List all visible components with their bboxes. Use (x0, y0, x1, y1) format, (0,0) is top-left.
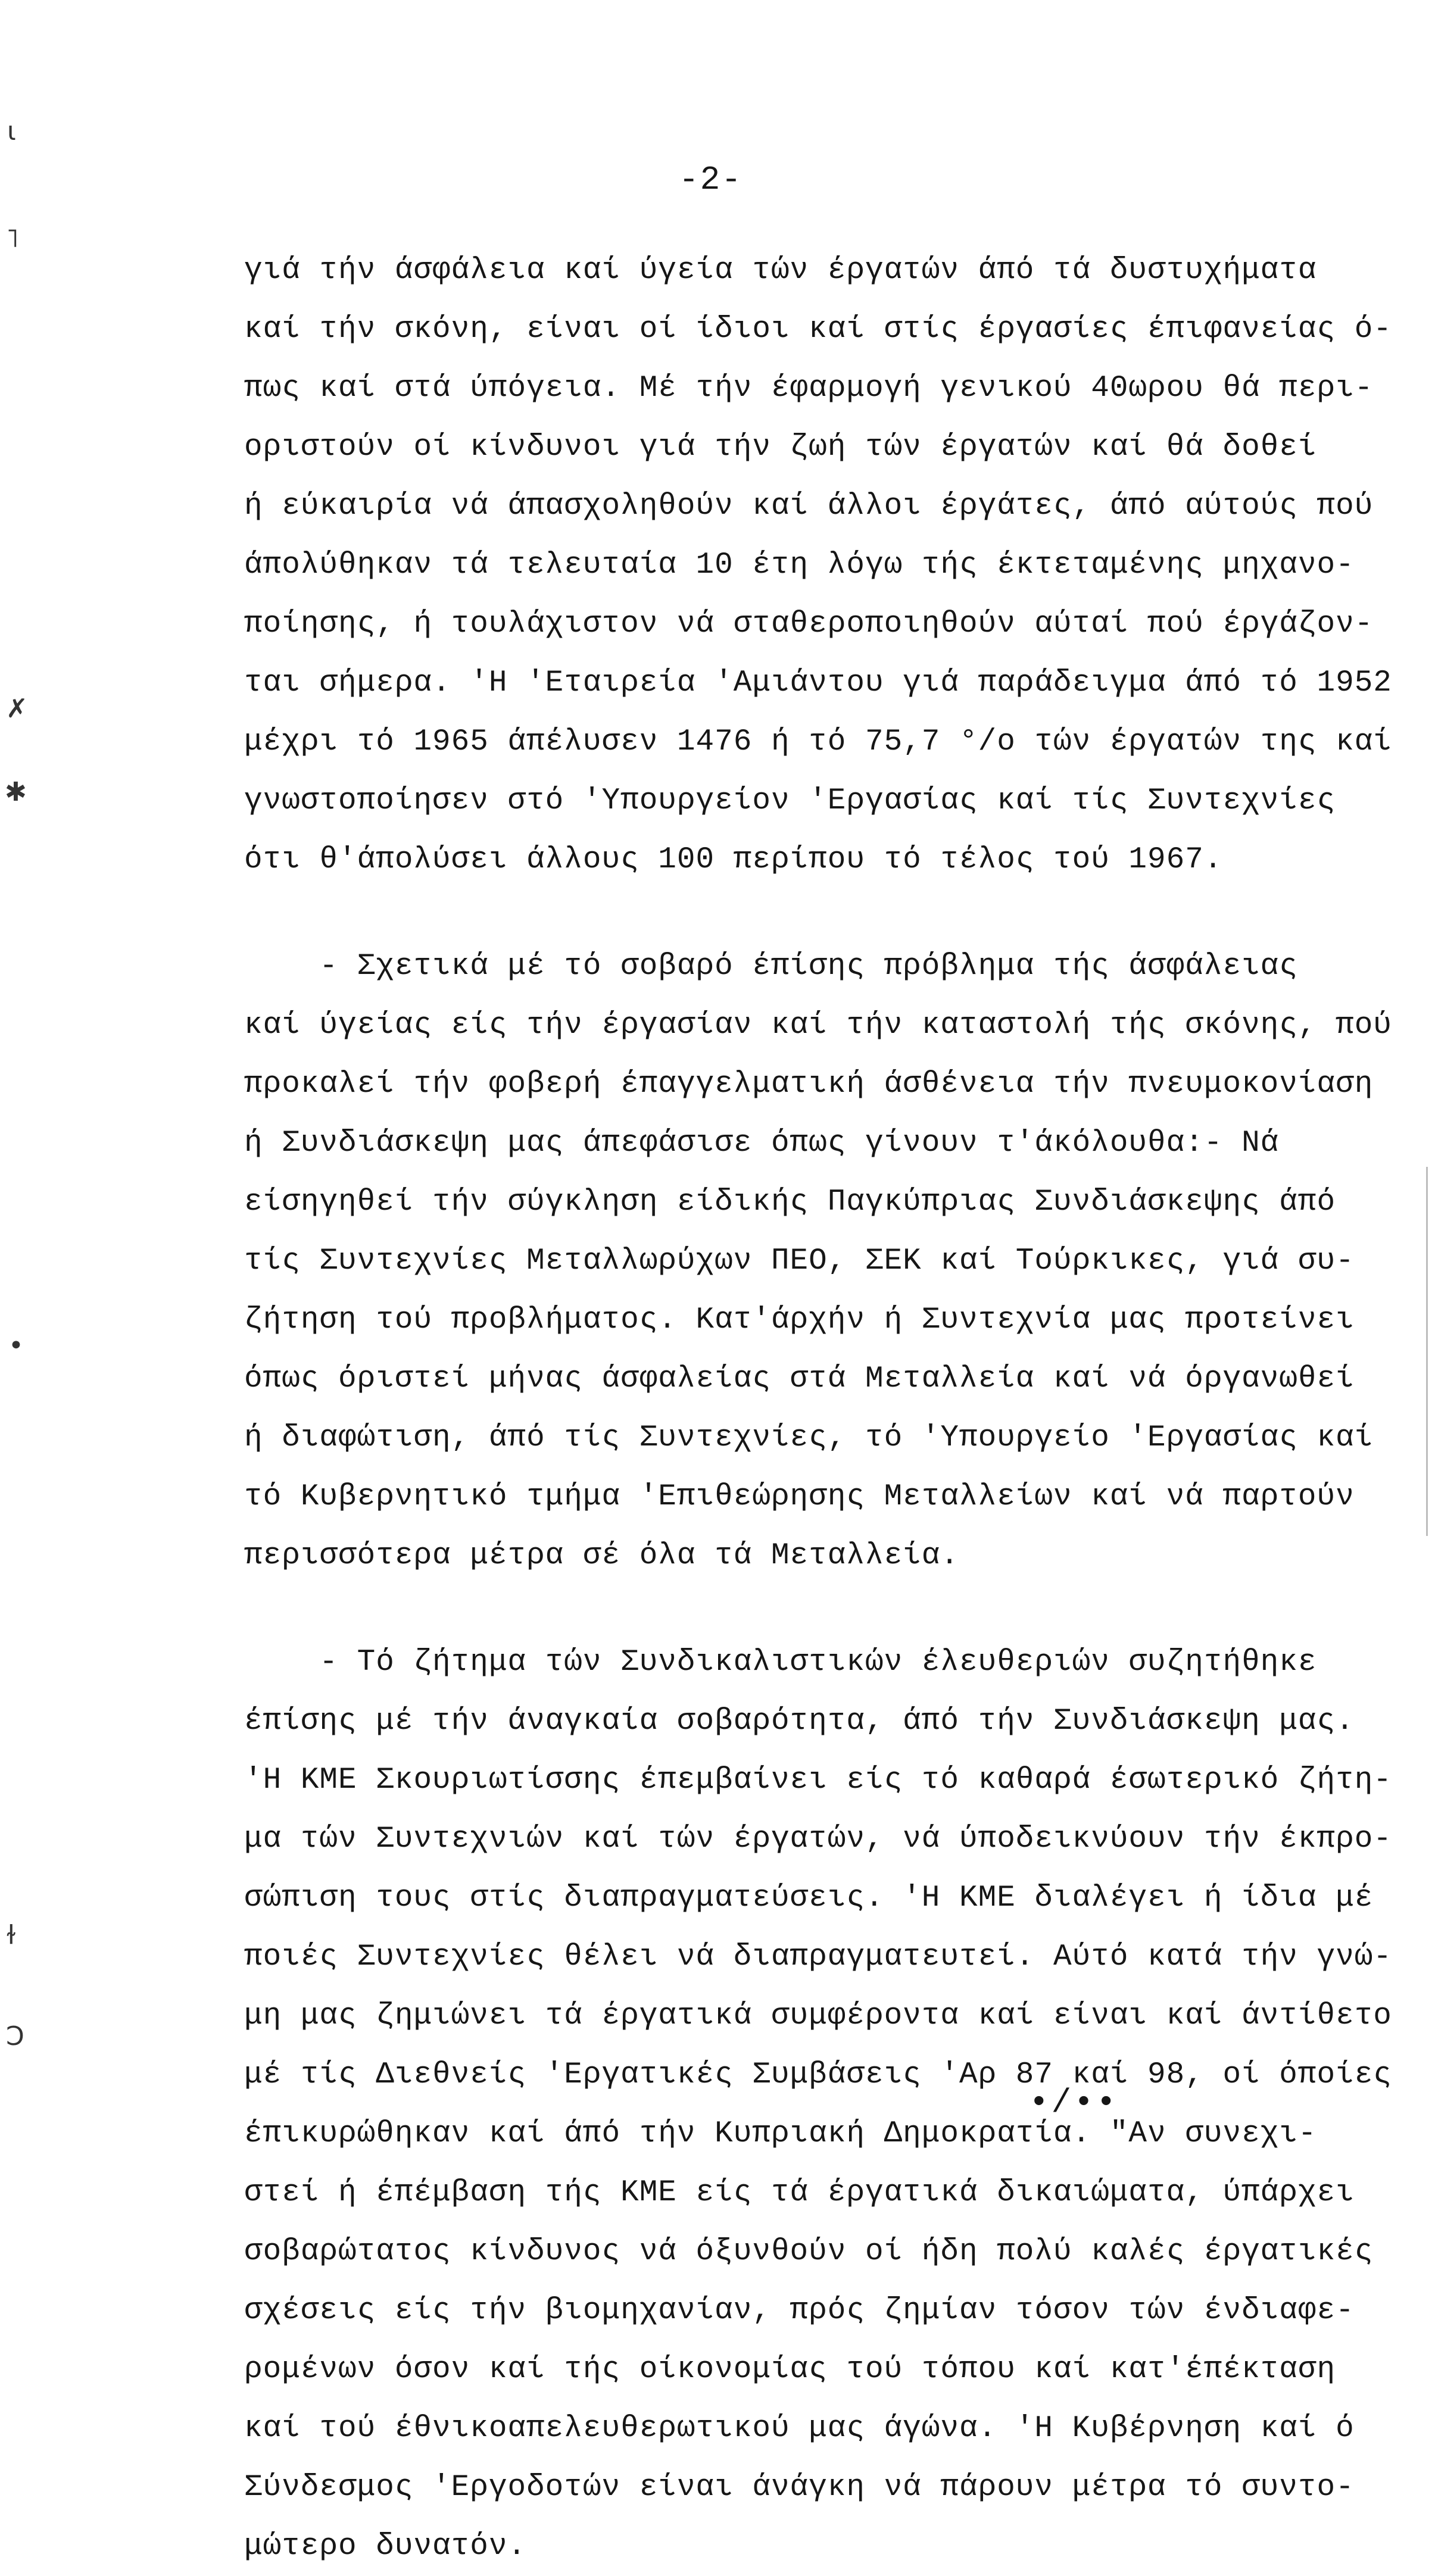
text-line: ή εύκαιρία νά άπασχοληθούν καί άλλοι έργάτες, άπό αύτούς πού (244, 489, 1374, 523)
text-line: έπίσης μέ τήν άναγκαία σοβαρότητα, άπό τήν Συνδιάσκεψη μας. (244, 1704, 1355, 1738)
text-line: - Τό ζήτημα τών Συνδικαλιστικών έλευθεριών συζητήθηκε (244, 1645, 1317, 1679)
text-line: ή Συνδιάσκεψη μας άπεφάσισε όπως γίνουν τ'άκόλουθα:- Νά (244, 1126, 1280, 1160)
text-line: προκαλεί τήν φοβερή έπαγγελματική άσθένεια τήν πνευμοκονίαση (244, 1067, 1374, 1101)
paragraph-1 (244, 241, 1392, 889)
text-line: περισσότερα μέτρα σέ όλα τά Μεταλλεία. (244, 1539, 959, 1573)
text-line: στεί ή έπέμβαση τής ΚΜΕ είς τά έργατικά δικαιώματα, ύπάρχει (244, 2176, 1355, 2210)
text-line: ζήτηση τού προβλήματος. Κατ'άρχήν ή Συντεχνία μας προτείνει (244, 1303, 1355, 1337)
paragraph-3 (244, 1633, 1392, 2576)
scan-speck-icon: ɫ (6, 1920, 17, 1950)
scan-speck-icon: Ͻ (6, 2021, 24, 2052)
text-line: μέ τίς Διεθνείς 'Εργατικές Συμβάσεις 'Αρ 87 καί 98, οί όποίες (244, 2058, 1392, 2092)
page-number: -2- (679, 161, 743, 199)
text-line: ρομένων όσον καί τής οίκονομίας τού τόπου καί κατ'έπέκταση (244, 2353, 1336, 2387)
text-line: ότι θ'άπολύσει άλλους 100 περίπου τό τέλος τού 1967. (244, 843, 1223, 877)
text-line: πως καί στά ύπόγεια. Μέ τήν έφαρμογή γενικού 40ωρου θά περι- (244, 371, 1374, 405)
text-line: μέχρι τό 1965 άπέλυσεν 1476 ή τό 75,7 °/ο τών έργατών της καί (244, 725, 1392, 759)
text-line: μα τών Συντεχνιών καί τών έργατών, νά ύποδεικνύουν τήν έκπρο- (244, 1822, 1392, 1856)
text-line: καί ύγείας είς τήν έργασίαν καί τήν καταστολή τής σκόνης, πού (244, 1008, 1392, 1042)
text-line: είσηγηθεί τήν σύγκληση είδικής Παγκύπριας Συνδιάσκεψης άπό (244, 1185, 1336, 1219)
text-line: ποιές Συντεχνίες θέλει νά διαπραγματευτεί. Αύτό κατά τήν γνώ- (244, 1940, 1392, 1974)
text-line: μη μας ζημιώνει τά έργατικά συμφέροντα καί είναι καί άντίθετο (244, 1999, 1392, 2033)
text-line: - Σχετικά μέ τό σοβαρό έπίσης πρόβλημα τής άσφάλειας (244, 950, 1298, 983)
text-line: οριστούν οί κίνδυνοι γιά τήν ζωή τών έργατών καί θά δοθεί (244, 430, 1317, 464)
text-line: γνωστοποίησεν στό 'Υπουργείον 'Εργασίας καί τίς Συντεχνίες (244, 784, 1336, 818)
text-line: Σύνδεσμος 'Εργοδοτών είναι άνάγκη νά πάρουν μέτρα τό συντο- (244, 2471, 1355, 2505)
text-line: όπως όριστεί μήνας άσφαλείας στά Μεταλλεία καί νά όργανωθεί (244, 1362, 1355, 1396)
scan-speck-icon: ɩ (7, 116, 16, 146)
text-line: τίς Συντεχνίες Μεταλλωρύχων ΠΕΟ, ΣΕΚ καί Τούρκικες, γιά συ- (244, 1244, 1355, 1278)
scan-edge-line (1426, 1167, 1428, 1536)
scan-speck-icon: ✱ (5, 777, 27, 807)
text-line: τό Κυβερνητικό τμήμα 'Επιθεώρησης Μεταλλείων καί νά παρτούν (244, 1480, 1355, 1514)
text-line: σώπιση τους στίς διαπραγματεύσεις. 'Η ΚΜΕ διαλέγει ή ίδια μέ (244, 1881, 1374, 1915)
text-line: ται σήμερα. 'Η 'Εταιρεία 'Αμιάντου γιά παράδειγμα άπό τό 1952 (244, 666, 1392, 700)
text-line: σοβαρώτατος κίνδυνος νά όξυνθούν οί ήδη πολύ καλές έργατικές (244, 2235, 1374, 2269)
text-line: ή διαφώτιση, άπό τίς Συντεχνίες, τό 'Υπουργείο 'Εργασίας καί (244, 1421, 1374, 1455)
text-line: σχέσεις είς τήν βιομηχανίαν, πρός ζημίαν τόσον τών ένδιαφε- (244, 2294, 1355, 2328)
scan-speck-icon: ˥ (6, 223, 19, 254)
text-line: γιά τήν άσφάλεια καί ύγεία τών έργατών άπό τά δυστυχήματα (244, 254, 1317, 288)
text-line: ποίησης, ή τουλάχιστον νά σταθεροποιηθούν αύταί πού έργάζον- (244, 607, 1374, 641)
text-line: άπολύθηκαν τά τελευταία 10 έτη λόγω τής έκτεταμένης μηχανο- (244, 548, 1355, 582)
document-body (244, 241, 1392, 2576)
text-line: καί τήν σκόνη, είναι οί ίδιοι καί στίς έργασίες έπιφανείας ό- (244, 313, 1392, 346)
scan-speck-icon: • (8, 1331, 24, 1361)
text-line: μώτερο δυνατόν. (244, 2530, 527, 2563)
scan-speck-icon: ✗ (6, 694, 28, 724)
text-line: καί τού έθνικοαπελευθερωτικού μας άγώνα. 'Η Κυβέρνηση καί ό (244, 2412, 1355, 2446)
continuation-mark: •/•• (1029, 2084, 1119, 2122)
text-line: 'Η ΚΜΕ Σκουριωτίσσης έπεμβαίνει είς τό καθαρά έσωτερικό ζήτη- (244, 1763, 1392, 1797)
paragraph-2 (244, 937, 1392, 1585)
text-line: έπικυρώθηκαν καί άπό τήν Κυπριακή Δημοκρατία. "Αν συνεχι- (244, 2117, 1317, 2151)
